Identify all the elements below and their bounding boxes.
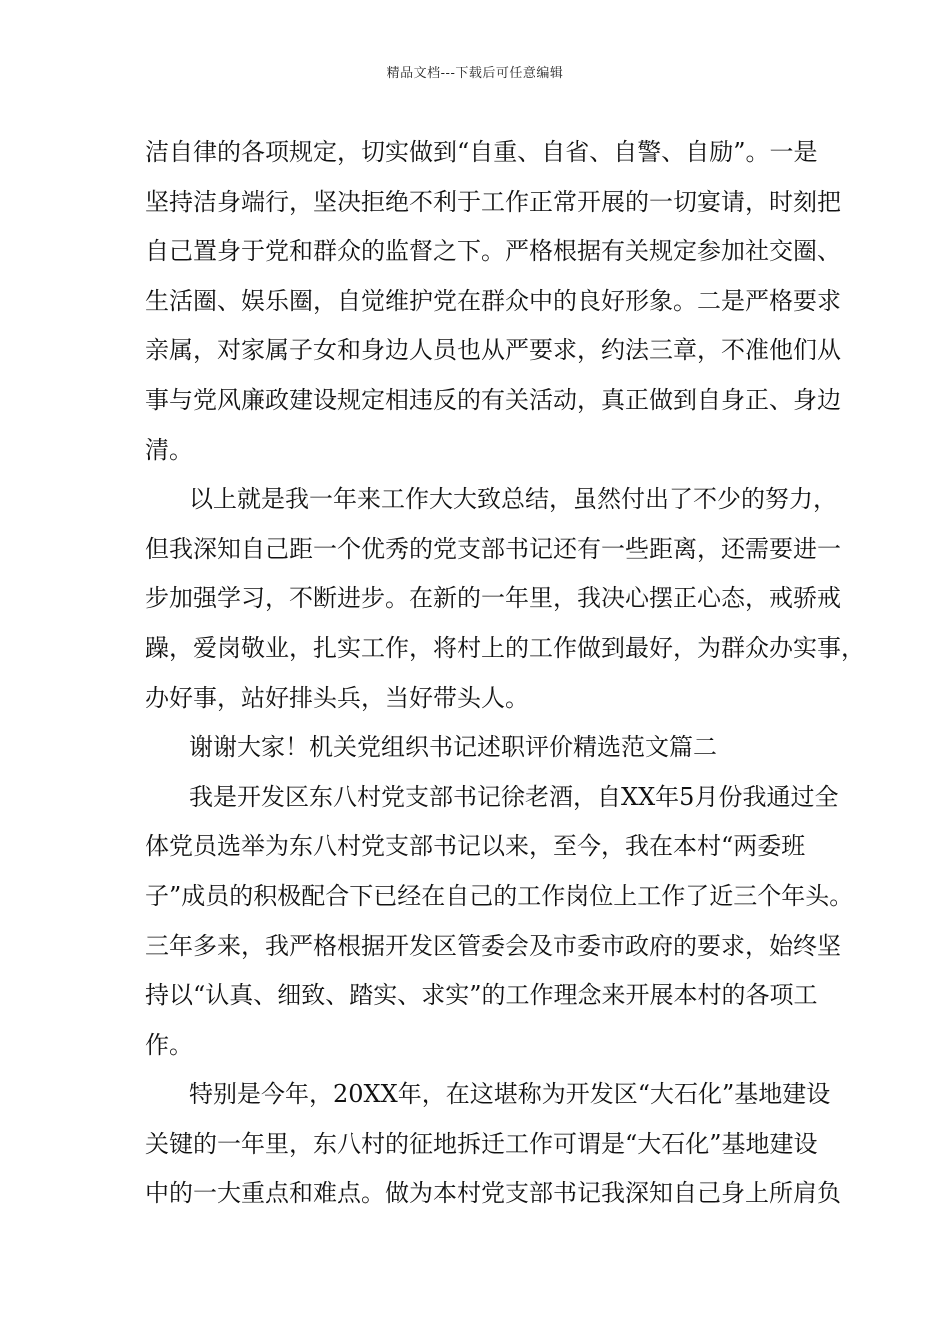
text-line: 持以“认真、细致、踏实、求实”的工作理念来开展本村的各项工	[145, 981, 818, 1010]
text-line: 清。	[145, 435, 193, 464]
text-line: 中的一大重点和难点。做为本村党支部书记我深知自己身上所肩负	[145, 1179, 841, 1208]
text-line: 三年多来，我严格根据开发区管委会及市委市政府的要求，始终坚	[145, 931, 841, 960]
page-header: 精品文档---下载后可任意编辑	[386, 66, 564, 81]
text-line: 洁自律的各项规定，切实做到“自重、自省、自警、自励”。一是	[145, 138, 818, 166]
document-body	[145, 128, 865, 1219]
text-line: 步加强学习，不断进步。在新的一年里，我决心摆正心态，戒骄戒	[145, 584, 841, 613]
text-line: 子”成员的积极配合下已经在自己的工作岗位上工作了近三个年头。	[145, 881, 854, 910]
text-line: 自己置身于党和群众的监督之下。严格根据有关规定参加社交圈、	[145, 237, 841, 266]
text-line: 亲属，对家属子女和身边人员也从严要求，约法三章，不准他们从	[145, 336, 841, 365]
text-line: 事与党风廉政建设规定相违反的有关活动，真正做到自身正、身边	[145, 385, 841, 414]
text-line: 生活圈、娱乐圈，自觉维护党在群众中的良好形象。二是严格要求	[145, 286, 841, 315]
text-line: 躁，爱岗敬业，扎实工作，将村上的工作做到最好，为群众办实事，	[145, 633, 865, 662]
text-line: 办好事，站好排头兵，当好带头人。	[145, 683, 529, 712]
text-line: 坚持洁身端行，坚决拒绝不利于工作正常开展的一切宴请，时刻把	[145, 187, 841, 216]
text-line: 关键的一年里，东八村的征地拆迁工作可谓是“大石化”基地建设	[145, 1129, 818, 1158]
paragraph-start-line: 我是开发区东八村党支部书记徐老酒，自XX年5月份我通过全	[189, 782, 839, 811]
text-line: 作。	[145, 1030, 193, 1059]
section-heading-line: 谢谢大家！机关党组织书记述职评价精选范文篇二	[189, 733, 717, 762]
paragraph-start-line: 特别是今年，20XX年，在这堪称为开发区“大石化”基地建设	[189, 1080, 831, 1109]
text-line: 但我深知自己距一个优秀的党支部书记还有一些距离，还需要进一	[145, 534, 841, 563]
paragraph-start-line: 以上就是我一年来工作大大致总结，虽然付出了不少的努力，	[189, 485, 837, 514]
text-line: 体党员选举为东八村党支部书记以来，至今，我在本村“两委班	[145, 832, 806, 861]
